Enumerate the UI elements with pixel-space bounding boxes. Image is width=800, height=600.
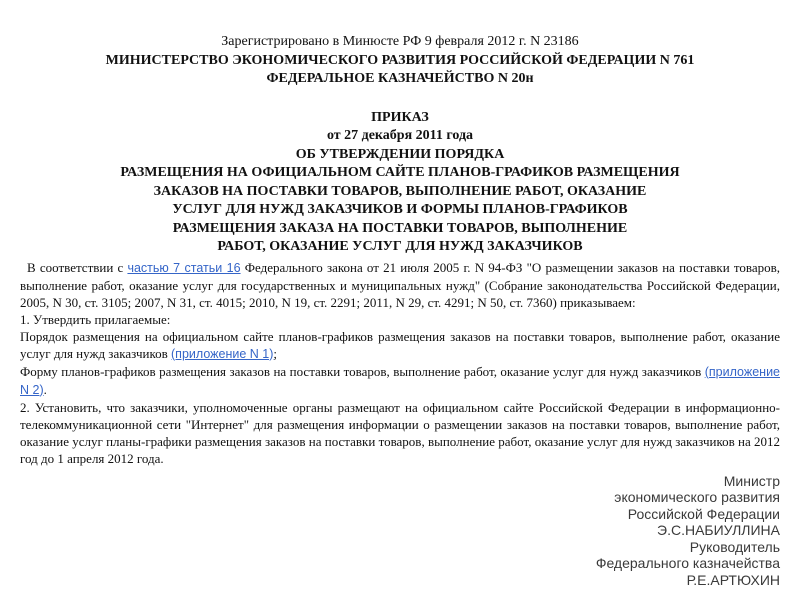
title-block: [20, 109, 780, 257]
document-header: [20, 33, 780, 89]
doc-subject-line: ОБ УТВЕРЖДЕНИИ ПОРЯДКА: [295, 146, 505, 162]
legal-reference-link[interactable]: частью 7 статьи 16: [127, 260, 241, 275]
body-paragraph: [20, 259, 780, 311]
doc-subject-line: РАБОТ, ОКАЗАНИЕ УСЛУГ ДЛЯ НУЖД ЗАКАЗЧИКОВ: [217, 239, 583, 254]
signature-line: Министр: [723, 472, 780, 489]
doc-subject: [20, 146, 780, 257]
doc-date-line: от 27 декабря 2011 года: [326, 128, 474, 143]
body-text-segment: В соответствии с: [27, 259, 128, 275]
legal-reference-link[interactable]: (приложение N 1): [171, 346, 274, 361]
body-text-segment: Порядок размещения на официальном сайте планов-графиков размещения заказов на поставки товаров, выполнение работ, оказание услуг для нужд заказчиков: [20, 328, 780, 361]
signature-line: Российской Федерации: [627, 505, 780, 522]
doc-type: ПРИКАЗ: [371, 109, 429, 125]
body-paragraph: [20, 328, 780, 363]
body-text-segment: ;: [273, 345, 277, 361]
doc-subject-line: УСЛУГ ДЛЯ НУЖД ЗАКАЗЧИКОВ И ФОРМЫ ПЛАНОВ-ГРАФИКОВ: [172, 202, 628, 217]
document-body: [20, 259, 780, 467]
body-text-segment: Форму планов-графиков размещения заказов на поставки товаров, выполнение работ, оказание услуг для нужд заказчиков: [20, 363, 705, 379]
signature-line: Э.С.НАБИУЛЛИНА: [657, 522, 780, 538]
treasury-line: ФЕДЕРАЛЬНОЕ КАЗНАЧЕЙСТВО N 20н: [266, 71, 534, 86]
body-text-segment: 1. Утвердить прилагаемые:: [20, 311, 171, 327]
signature-line: Федерального казначейства: [595, 555, 780, 571]
legal-reference-link[interactable]: (приложение N 2): [20, 364, 780, 397]
doc-subject-line: ЗАКАЗОВ НА ПОСТАВКИ ТОВАРОВ, ВЫПОЛНЕНИЕ РАБОТ, ОКАЗАНИЕ: [153, 183, 647, 199]
ministry-line: МИНИСТЕРСТВО ЭКОНОМИЧЕСКОГО РАЗВИТИЯ РОССИЙСКОЙ ФЕДЕРАЦИИ N 761: [105, 52, 695, 68]
doc-subject-line: РАЗМЕЩЕНИЯ НА ОФИЦИАЛЬНОМ САЙТЕ ПЛАНОВ-ГРАФИКОВ РАЗМЕЩЕНИЯ: [120, 165, 680, 180]
signature-line: Руководитель: [689, 538, 780, 555]
body-paragraph: [20, 363, 780, 399]
body-text-segment: Федерального закона от 21 июля 2005 г. N 94-ФЗ "О размещении заказов на поставки товаров, выполнение работ, оказание услуг для государственных и муниципальных нужд" (Собрание законодательства Российской Федерации, 2005, N 30, ст. 3105; 2007, N 31, ст. 4015; 2010, N 19, ст. 2291; 2011, N 29, ст. 4291; N 50, ст. 7360) приказываем:: [20, 259, 780, 310]
body-paragraph: [20, 311, 780, 328]
signature-line: экономического развития: [614, 489, 780, 505]
body-text-segment: .: [43, 381, 47, 397]
doc-subject-line: РАЗМЕЩЕНИЯ ЗАКАЗА НА ПОСТАВКИ ТОВАРОВ, ВЫПОЛНЕНИЕ: [172, 220, 628, 236]
body-paragraph: [20, 399, 780, 467]
body-text-segment: 2. Установить, что заказчики, уполномоченные органы размещают на официальном сайте Российской Федерации в информационно-телекоммуникационной сети "Интернет" для размещения информации о размещении заказов на поставки товаров, выполнение работ, оказание услуг планы-графики размещения заказов на поставки товаров, выполнение работ, оказание услуг для нужд заказчиков на 2012 год до 1 апреля 2012 года.: [20, 399, 780, 466]
registration-line: Зарегистрировано в Минюсте РФ 9 февраля 2012 г. N 23186: [221, 34, 579, 49]
signature-line: Р.Е.АРТЮХИН: [686, 571, 780, 588]
signature-block: [20, 473, 780, 589]
